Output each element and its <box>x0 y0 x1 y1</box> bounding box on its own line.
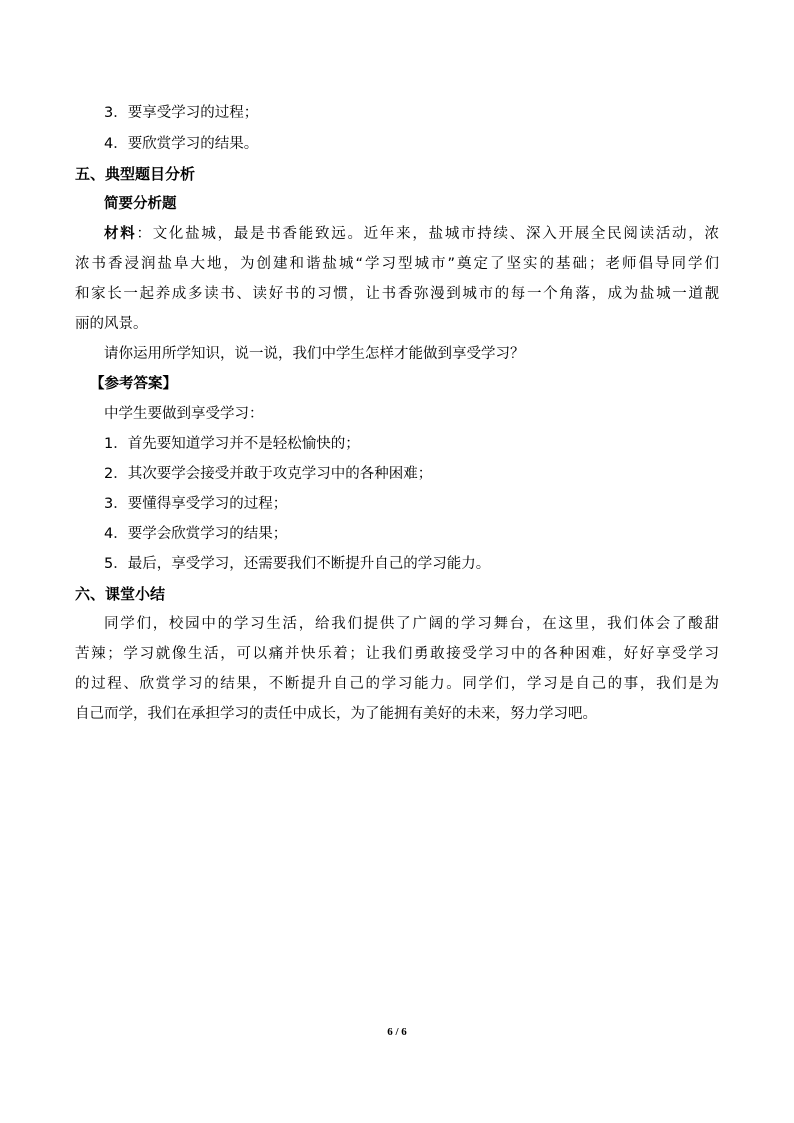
paragraph-line: 自己而学，我们在承担学习的责任中成长，为了能拥有美好的未来，努力学习吧。 <box>75 706 597 722</box>
material-text: ：文化盐城，最是书香能致远。近年来，盐城市持续、深入开展全民阅读活动，浓 <box>136 226 720 242</box>
paragraph-line: 浓书香浸润盐阜大地，为创建和谐盐城“学习型城市”奠定了坚实的基础；老师倡导同学们 <box>75 256 719 272</box>
list-item: 2．其次要学会接受并敢于攻克学习中的各种困难； <box>104 466 433 482</box>
answer-intro: 中学生要做到享受学习： <box>104 406 264 422</box>
section-heading: 六、课堂小结 <box>75 585 166 603</box>
paragraph-line: 同学们，校园中的学习生活，给我们提供了广阔的学习舞台，在这里，我们体会了酸甜 <box>104 616 719 632</box>
question-text: 请你运用所学知识，说一说，我们中学生怎样才能做到享受学习？ <box>104 346 525 362</box>
paragraph-line <box>104 224 719 244</box>
list-item: 3．要享受学习的过程； <box>104 105 259 121</box>
paragraph-line: 丽的风景。 <box>75 316 148 332</box>
paragraph-line: 和家长一起养成多读书、读好书的习惯，让书香弥漫到城市的每一个角落，成为盐城一道靓 <box>75 286 719 302</box>
list-item: 5．最后，享受学习，还需要我们不断提升自己的学习能力。 <box>104 556 491 572</box>
subheading: 简要分析题 <box>104 196 177 212</box>
section-heading: 五、典型题目分析 <box>75 165 196 183</box>
paragraph-line: 苦辣；学习就像生活，可以痛并快乐着；让我们勇敢接受学习中的各种困难，好好享受学习 <box>75 646 719 662</box>
page-number: 6 / 6 <box>387 1026 407 1038</box>
answer-heading: 【参考答案】 <box>90 376 177 392</box>
material-label: 材料 <box>104 226 137 242</box>
list-item: 1．首先要知道学习并不是轻松愉快的； <box>104 436 360 452</box>
list-item: 4．要学会欣赏学习的结果； <box>104 526 288 542</box>
list-item: 4．要欣赏学习的结果。 <box>104 136 259 152</box>
list-item: 3．要懂得享受学习的过程； <box>104 496 288 512</box>
paragraph-line: 的过程、欣赏学习的结果，不断提升自己的学习能力。同学们，学习是自己的事，我们是为 <box>75 676 719 692</box>
